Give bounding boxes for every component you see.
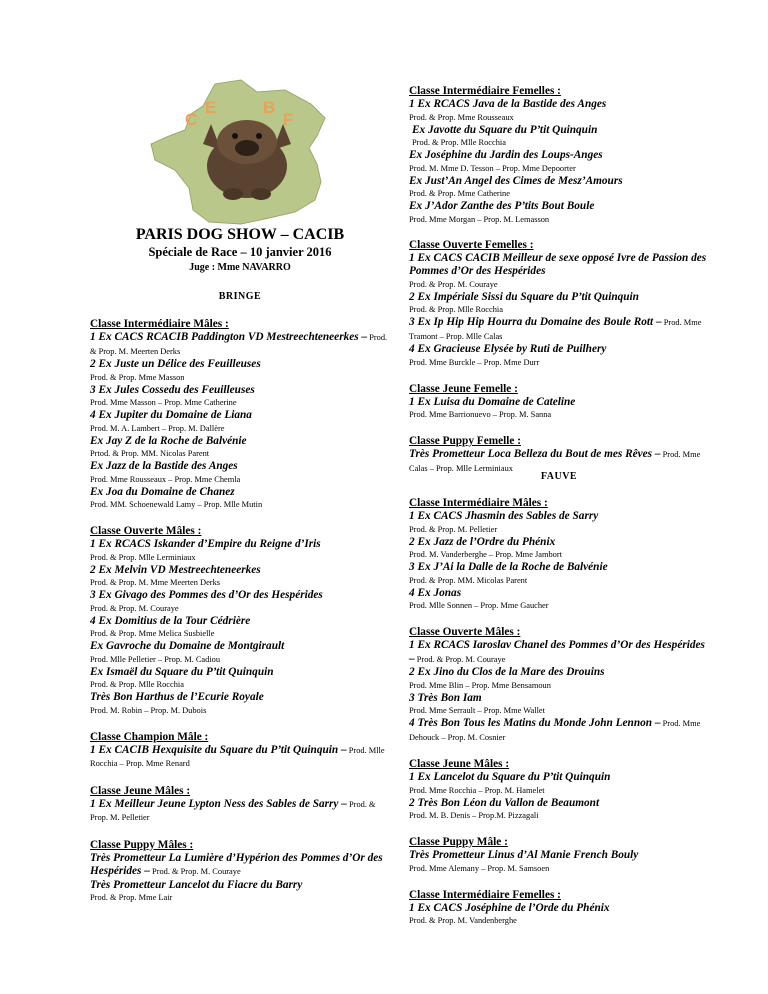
entry-name: 1 Ex CACS CACIB Meilleur de sexe opposé Ivre de Passion des Pommes d’Or des Hespérides xyxy=(409,251,707,277)
entry-name: 1 Ex RCACS Java de la Bastide des Anges xyxy=(409,98,607,110)
class-heading: Classe Puppy Mâles : xyxy=(90,838,194,851)
entry-name: 4 Ex Domitius de la Tour Cédrière xyxy=(90,614,251,627)
entry-name: 1 Ex CACS RCACIB Paddington VD Mestreechteneerkes – xyxy=(90,331,368,343)
entry-producer: Prod. & Prop. M. Pelletier xyxy=(409,524,498,534)
entry-name: Ex Jazz de la Bastide des Anges xyxy=(90,460,238,472)
entry-producer: Prod. Mme Dehouck – Prop. M. Cosnier xyxy=(409,719,701,742)
entry-producer: Prod. Mme Masson – Prop. Mme Catherine xyxy=(90,398,237,407)
entry-name: Très Prometteur Linus d’Al Manie French Bouly xyxy=(409,849,639,861)
logo-letter-e: E xyxy=(205,98,217,117)
entry-name: 3 Ex Givago des Pommes des d’Or des Hespérides xyxy=(90,589,323,601)
entry-producer: Prod. Mme Barrionuevo – Prop. M. Sanna xyxy=(409,410,552,419)
entry-producer: Prod. Mlle Rocchia – Prop. Mme Renard xyxy=(90,745,385,768)
entry-producer: Prod. & Prop. M. Couraye xyxy=(414,654,506,664)
section-fauve: FAUVE xyxy=(540,471,578,482)
entry-producer: Prod. Mme Morgan – Prop. M. Lemasson xyxy=(409,214,550,224)
entry-producer: Prod. & Prop. Mlle Rocchia xyxy=(90,680,184,689)
entry-producer: Prod. Mme Serrault – Prop. Mme Wallet xyxy=(409,706,545,715)
entry-producer: Prod. M. Vanderberghe – Prop. Mme Jambort xyxy=(409,550,562,559)
class-heading: Classe Ouverte Femelles : xyxy=(409,238,534,251)
section-bringe: BRINGE xyxy=(218,291,262,302)
entry xyxy=(90,852,390,879)
class-heading: Classe Champion Mâle : xyxy=(90,730,209,743)
entry-name: Ex Jay Z de la Roche de Balvénie xyxy=(90,434,247,447)
class-heading: Classe Ouverte Mâles : xyxy=(409,626,521,638)
entry-name: Ex Joséphine du Jardin des Loups-Anges xyxy=(409,149,603,161)
class-heading: Classe Intermédiaire Femelles : xyxy=(409,85,561,97)
entry-producer: Prod. M. B. Denis – Prop.M. Pizzagali xyxy=(409,811,539,820)
entry xyxy=(409,717,709,744)
entry-producer: Prod. & Prop. M. Pelletier xyxy=(90,799,376,822)
class-heading: Classe Puppy Femelle : xyxy=(409,435,522,447)
entry-name: 3 Ex Jules Cossedu des Feuilleuses xyxy=(90,383,255,396)
entry-name: 1 Ex CACS Joséphine de l’Orde du Phénix xyxy=(409,901,610,914)
entry-producer: Prod. M. A. Lambert – Prop. M. Dallère xyxy=(90,423,225,433)
entry-producer: Prod. MM. Schoenewald Lamy – Prop. Mlle Mutin xyxy=(90,500,263,509)
entry-producer: Prod. & Prop. M. Couraye xyxy=(149,867,241,876)
left-column xyxy=(90,307,390,904)
cebf-logo xyxy=(145,78,335,228)
entry-producer: Prod. Mlle Pelletier – Prop. M. Cadiou xyxy=(90,654,221,664)
entry-name: 1 Ex Luisa du Domaine de Cateline xyxy=(409,395,576,408)
logo-letter-c: C xyxy=(185,110,198,129)
entry-name: 1 Ex RCACS Iaroslav Chanel des Pommes d’Or des Hespérides – xyxy=(409,639,705,665)
class-heading: Classe Intermédiaire Femelles : xyxy=(409,888,561,901)
entry-name: Très Prometteur Loca Belleza du Bout de mes Rêves – xyxy=(409,448,661,460)
class-heading: Classe Jeune Femelle : xyxy=(409,382,518,395)
entry-producer: Prod. Mme Calas – Prop. Mlle Lerminiaux xyxy=(409,450,701,473)
entry-producer: Prod. & Prop. MM. Micolas Parent xyxy=(409,575,528,585)
class-heading: Classe Ouverte Mâles : xyxy=(90,525,202,537)
entry-name: 1 Ex RCACS Iskander d’Empire du Reigne d’Iris xyxy=(90,538,321,550)
entry xyxy=(409,448,709,475)
entry-name: 2 Ex Melvin VD Mestreechteneerkes xyxy=(90,563,261,576)
entry-producer: Prod. M. Robin – Prop. M. Dubois xyxy=(90,705,207,715)
entry-name: Ex Gavroche du Domaine de Montgirault xyxy=(90,640,285,652)
logo-letter-b: B xyxy=(263,98,276,117)
judge-name: Juge : Mme NAVARRO xyxy=(189,262,291,273)
entry-name: 1 Ex Lancelot du Square du P’tit Quinquin xyxy=(409,771,611,783)
entry-producer: Prod. & Prop. M. Couraye xyxy=(90,603,179,613)
entry-producer: Prod. Mme Rousseaux – Prop. Mme Chemla xyxy=(90,474,241,484)
entry-name: Ex J’Ador Zanthe des P’tits Bout Boule xyxy=(409,200,595,212)
entry-producer: Prod. & Prop. Mlle Lerminiaux xyxy=(90,552,196,562)
entry-producer: Prod. & Prop. M. Mme Meerten Derks xyxy=(90,578,221,587)
entry-name: Très Prometteur La Lumière d’Hypérion des Pommes d’Or des Hespérides – xyxy=(90,851,383,877)
entry-producer: Prod. & Prop. Mme Lair xyxy=(90,893,173,902)
entry-name: 4 Très Bon Tous les Matins du Monde John Lennon – xyxy=(409,717,661,729)
entry-producer: Prod. Mme Burckle – Prop. Mme Durr xyxy=(409,357,540,367)
entry-name: 2 Ex Juste un Délice des Feuilleuses xyxy=(90,358,261,370)
logo-letter-f: F xyxy=(283,110,294,129)
entry-producer: Prod. & Prop. Mlle Rocchia xyxy=(412,138,506,147)
entry-producer: Prtod. & Prop. MM. Nicolas Parent xyxy=(90,449,210,458)
page-title: PARIS DOG SHOW – CACIB xyxy=(135,226,345,243)
entry-name: Ex Ismaël du Square du P’tit Quinquin xyxy=(90,665,274,678)
entry-producer: Prod. Mme Rocchia – Prop. M. Hamelet xyxy=(409,785,545,795)
entry-name: Très Bon Harthus de l’Ecurie Royale xyxy=(90,691,264,703)
entry-name: 2 Ex Jazz de l’Ordre du Phénix xyxy=(409,535,556,548)
entry-name: 2 Ex Impériale Sissi du Square du P’tit Quinquin xyxy=(409,290,639,303)
entry-name: 1 Ex CACIB Hexquisite du Square du P’tit Quinquin – xyxy=(90,743,347,756)
entry-name: 1 Ex Meilleur Jeune Lypton Ness des Sables de Sarry – xyxy=(90,797,347,810)
class-heading: Classe Jeune Mâles : xyxy=(90,784,191,797)
entry-name: 4 Ex Jupiter du Domaine de Liana xyxy=(90,409,252,421)
entry-producer: Prod. Mme Blin – Prop. Mme Bensamoun xyxy=(409,680,551,690)
entry-name: Très Prometteur Lancelot du Fiacre du Barry xyxy=(90,878,303,891)
entry-producer: Prod. M. Mme D. Tesson – Prop. Mme Depoorter xyxy=(409,163,576,173)
class-heading: Classe Jeune Mâles : xyxy=(409,758,510,770)
entry-producer: Prod. Mme Tramont – Prop. Mlle Calas xyxy=(409,318,702,341)
entry xyxy=(409,316,709,343)
entry xyxy=(90,331,390,358)
class-heading: Classe Intermédiaire Mâles : xyxy=(90,318,229,330)
entry-name: Ex Joa du Domaine de Chanez xyxy=(90,485,235,498)
class-heading: Classe Puppy Mâle : xyxy=(409,836,508,848)
entry-name: 1 Ex CACS Jhasmin des Sables de Sarry xyxy=(409,510,599,522)
entry-producer: Prod. & Prop. M. Vandenberghe xyxy=(409,916,517,925)
entry-producer: Prod. & Prop. Mme Catherine xyxy=(409,189,510,198)
page-subtitle: Spéciale de Race – 10 janvier 2016 xyxy=(148,245,332,259)
entry-name: 2 Très Bon Léon du Vallon de Beaumont xyxy=(409,796,600,809)
entry xyxy=(90,744,390,771)
entry xyxy=(90,798,390,825)
entry-producer: Prod. & Prop. Mme Melica Susbielle xyxy=(90,629,215,638)
entry-producer: Prod. Mme Alemany – Prop. M. Samsoen xyxy=(409,863,550,873)
entry-name: 4 Ex Gracieuse Elysée by Ruti de Puilhery xyxy=(409,343,607,355)
entry-name: Ex Javotte du Square du P’tit Quinquin xyxy=(412,123,598,136)
entry-name: 3 Ex Ip Hip Hip Hourra du Domaine des Boule Rott – xyxy=(409,316,662,328)
entry xyxy=(409,639,709,666)
entry-producer: Prod. & Prop. M. Meerten Derks xyxy=(90,333,388,356)
entry-producer: Prod. Mlle Sonnen – Prop. Mme Gaucher xyxy=(409,601,549,610)
class-heading: Classe Intermédiaire Mâles : xyxy=(409,497,548,509)
entry-name: Ex Just’An Angel des Cimes de Mesz’Amours xyxy=(409,174,623,187)
entry-producer: Prod. & Prop. Mme Masson xyxy=(90,372,185,382)
entry-name: 2 Ex Jino du Clos de la Mare des Drouins xyxy=(409,666,605,678)
right-column xyxy=(409,74,709,475)
entry-name: 3 Très Bon Iam xyxy=(409,691,482,704)
entry-name: 3 Ex J’Ai la Dalle de la Roche de Balvénie xyxy=(409,561,608,573)
entry-name: 4 Ex Jonas xyxy=(409,586,462,599)
right-column-fauve xyxy=(409,486,709,927)
entry-producer: Prod. & Prop. Mme Rousseaux xyxy=(409,112,514,122)
entry-producer: Prod. & Prop. M. Couraye xyxy=(409,279,498,289)
entry-producer: Prod. & Prop. Mlle Rocchia xyxy=(409,305,503,314)
